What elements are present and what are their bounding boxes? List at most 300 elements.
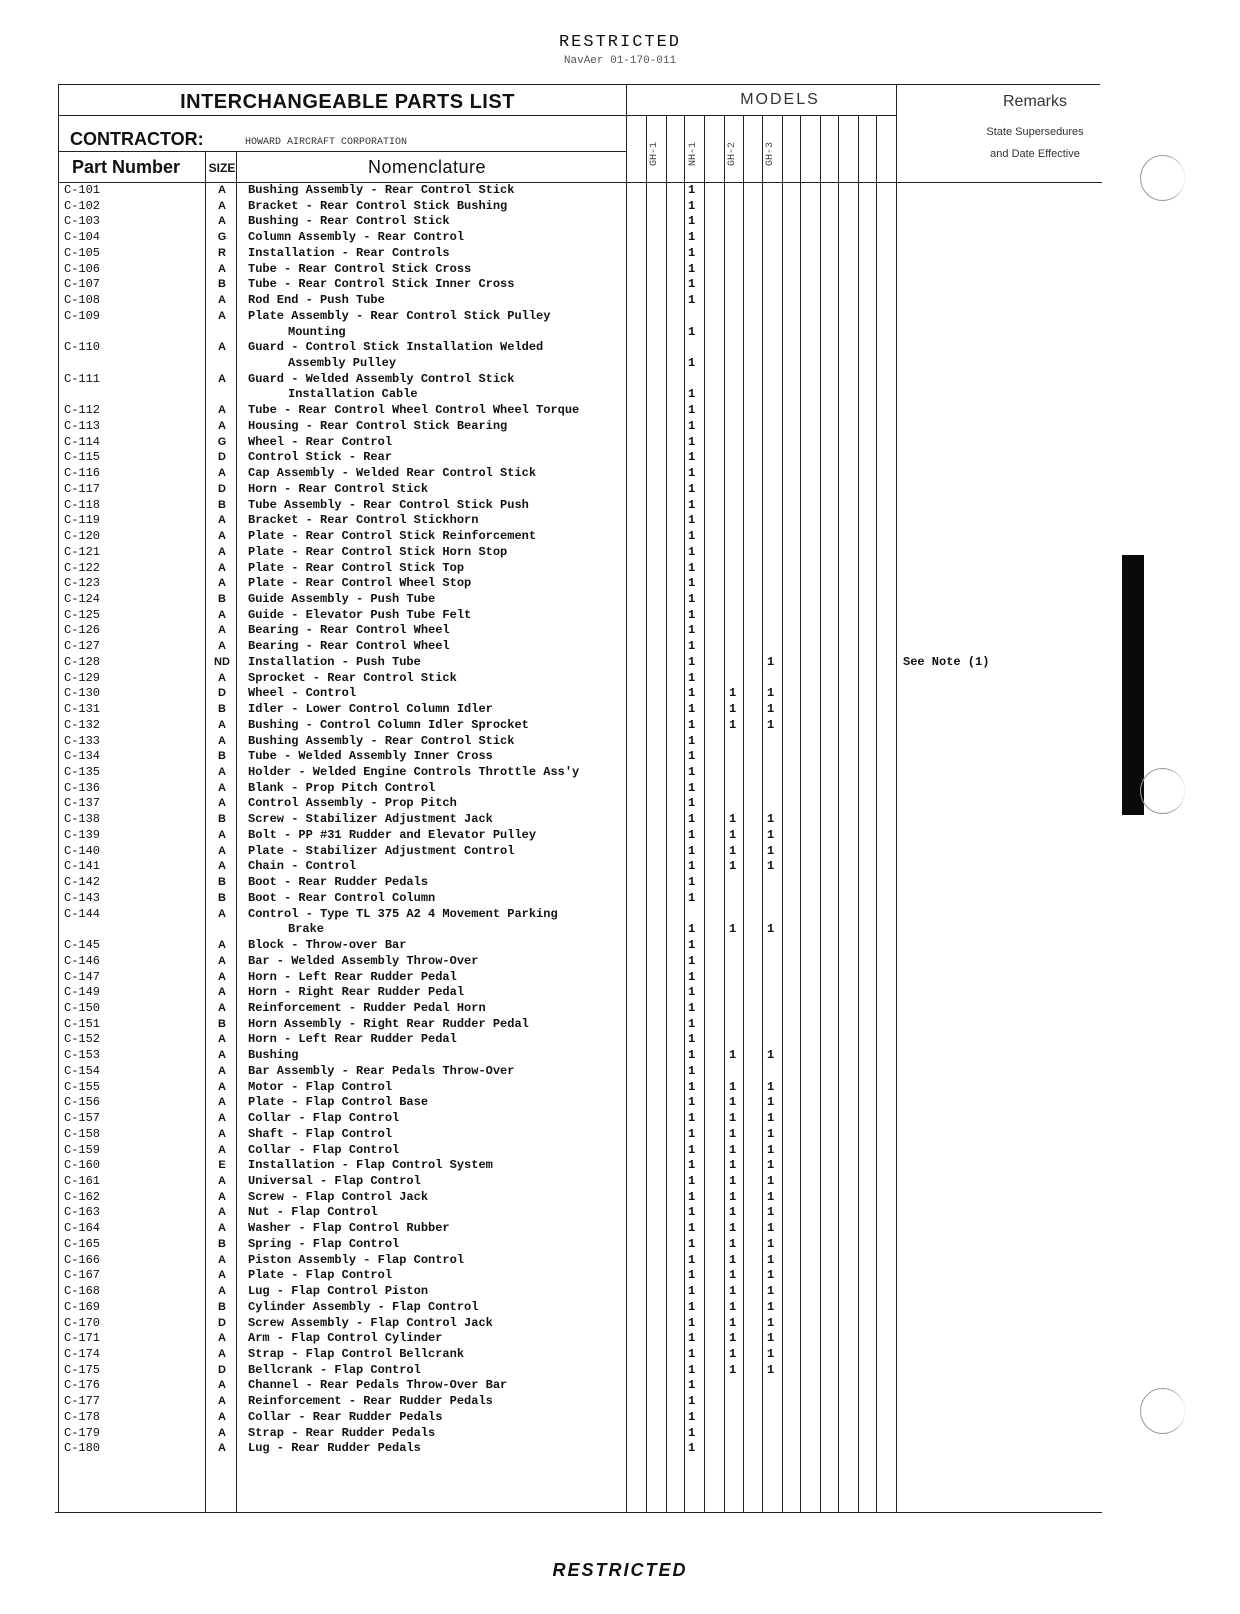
part-number-cell: C-101 — [64, 183, 101, 197]
table-row — [0, 561, 1240, 577]
model-quantity-cell: 1 — [688, 356, 696, 371]
model-quantity-cell: 1 — [767, 1284, 775, 1299]
nomenclature-cell: Horn - Left Rear Rudder Pedal — [248, 969, 457, 984]
nomenclature-cell: Lug - Rear Rudder Pedals — [248, 1441, 421, 1456]
table-title: INTERCHANGEABLE PARTS LIST — [180, 91, 515, 113]
nomenclature-cell: Column Assembly - Rear Control — [248, 230, 465, 245]
model-quantity-cell: 1 — [767, 1048, 775, 1063]
model-quantity-cell: 1 — [729, 1221, 737, 1236]
model-quantity-cell: 1 — [767, 1079, 775, 1094]
part-number-header: Part Number — [72, 157, 181, 177]
model-quantity-cell: 1 — [729, 843, 737, 858]
nomenclature-cell: Boot - Rear Control Column — [248, 890, 436, 905]
model-quantity-cell: 1 — [767, 859, 775, 874]
size-cell: A — [218, 1143, 226, 1156]
nomenclature-cell: Strap - Rear Rudder Pedals — [248, 1425, 436, 1440]
remark-cell: See Note (1) — [903, 654, 990, 669]
model-quantity-cell: 1 — [767, 1221, 775, 1236]
table-row — [0, 1331, 1240, 1347]
contractor-label: CONTRACTOR: — [70, 129, 204, 149]
model-quantity-cell: 1 — [729, 717, 737, 732]
part-number-cell: C-109 — [64, 308, 101, 323]
table-row — [0, 592, 1240, 608]
part-number-cell: C-146 — [64, 953, 101, 968]
nomenclature-cell: Screw - Stabilizer Adjustment Jack — [248, 812, 493, 827]
model-quantity-cell: 1 — [688, 670, 696, 685]
model-quantity-cell: 1 — [688, 1173, 696, 1188]
size-cell: G — [217, 231, 227, 244]
nomenclature-cell: Horn - Rear Control Stick — [248, 481, 429, 496]
table-row — [0, 1190, 1240, 1206]
size-cell: B — [218, 876, 226, 889]
size-cell: A — [218, 766, 226, 778]
size-cell: D — [218, 482, 226, 495]
model-quantity-cell: 1 — [767, 1158, 775, 1173]
nomenclature-cell: Plate - Stabilizer Adjustment Control — [248, 843, 515, 858]
model-quantity-cell: 1 — [688, 1425, 696, 1440]
model-quantity-cell: 1 — [688, 953, 696, 968]
part-number-cell: C-122 — [64, 560, 101, 575]
nomenclature-cell: Nut - Flap Control — [248, 1205, 378, 1220]
part-number-cell: C-139 — [64, 827, 101, 842]
table-row — [0, 450, 1240, 466]
size-cell: A — [218, 828, 226, 841]
model-quantity-cell: 1 — [767, 1331, 775, 1346]
size-cell: A — [218, 671, 226, 684]
column-header-rule — [58, 151, 626, 152]
size-cell: A — [218, 970, 226, 983]
model-quantity-cell: 1 — [729, 1173, 737, 1188]
model-quantity-cell: 1 — [688, 1205, 696, 1220]
size-cell: A — [218, 1112, 226, 1125]
size-cell: A — [218, 404, 226, 417]
nomenclature-cell: Sprocket - Rear Control Stick — [248, 670, 457, 685]
model-quantity-cell: 1 — [688, 623, 696, 638]
model-quantity-cell: 1 — [688, 1016, 696, 1031]
part-number-cell: C-171 — [64, 1331, 101, 1346]
nomenclature-cell: Rod End - Push Tube — [248, 293, 385, 308]
part-number-cell: C-158 — [64, 1126, 101, 1141]
part-number-cell: C-144 — [64, 906, 101, 921]
size-cell: A — [218, 215, 226, 228]
model-quantity-cell: 1 — [688, 497, 696, 512]
nomenclature-cell: Guard - Control Stick Installation Welded — [248, 340, 544, 355]
table-row — [0, 859, 1240, 875]
model-quantity-cell: 1 — [729, 812, 737, 827]
part-number-cell: C-106 — [64, 261, 101, 276]
table-row — [0, 671, 1240, 687]
size-cell: A — [218, 199, 226, 212]
nomenclature-cell: Bushing Assembly - Rear Control Stick — [248, 183, 515, 197]
size-cell: R — [218, 246, 226, 259]
size-cell: A — [218, 797, 226, 810]
table-row — [0, 985, 1240, 1001]
size-cell: A — [218, 1269, 226, 1282]
table-row — [0, 1001, 1240, 1017]
model-quantity-cell: 1 — [688, 1063, 696, 1078]
table-row — [0, 545, 1240, 561]
model-quantity-cell: 1 — [688, 245, 696, 260]
nomenclature-cell: Universal - Flap Control — [248, 1173, 421, 1188]
document-number: NavAer 01-170-011 — [563, 55, 677, 67]
model-quantity-cell: 1 — [767, 686, 775, 701]
nomenclature-cell: Bushing Assembly - Rear Control Stick — [248, 733, 515, 748]
model-quantity-cell: 1 — [688, 261, 696, 276]
nomenclature-cell: Wheel - Rear Control — [248, 434, 393, 449]
model-quantity-cell: 1 — [688, 1409, 696, 1424]
table-row — [0, 907, 1240, 938]
contractor-name: HOWARD AIRCRAFT CORPORATION — [245, 137, 408, 148]
part-number-cell: C-151 — [64, 1016, 101, 1031]
size-cell: B — [218, 813, 226, 826]
model-quantity-cell: 1 — [688, 796, 696, 811]
part-number-cell: C-154 — [64, 1063, 101, 1078]
size-cell: A — [218, 1190, 226, 1203]
model-quantity-cell: 1 — [688, 607, 696, 622]
part-number-cell: C-140 — [64, 843, 101, 858]
size-cell: A — [218, 514, 226, 527]
table-row — [0, 262, 1240, 278]
nomenclature-cell: Screw - Flap Control Jack — [248, 1189, 429, 1204]
part-number-cell: C-149 — [64, 985, 101, 1000]
model-quantity-cell: 1 — [729, 702, 737, 717]
nomenclature-cell: Tube Assembly - Rear Control Stick Push — [248, 497, 529, 512]
size-cell: A — [218, 309, 226, 322]
size-cell: A — [218, 561, 226, 574]
nomenclature-continuation-cell: Installation Cable — [288, 387, 418, 402]
part-number-cell: C-162 — [64, 1189, 101, 1204]
table-row — [0, 513, 1240, 529]
model-quantity-cell: 1 — [688, 733, 696, 748]
model-quantity-cell: 1 — [688, 1268, 696, 1283]
part-number-cell: C-175 — [64, 1362, 101, 1377]
table-row — [0, 293, 1240, 309]
table-row — [0, 1127, 1240, 1143]
model-quantity-cell: 1 — [688, 214, 696, 229]
part-number-cell: C-107 — [64, 277, 101, 292]
table-row — [0, 702, 1240, 718]
nomenclature-cell: Housing - Rear Control Stick Bearing — [248, 418, 508, 433]
size-cell: D — [218, 1316, 226, 1329]
size-cell: A — [218, 1001, 226, 1014]
nomenclature-cell: Idler - Lower Control Column Idler — [248, 702, 493, 717]
size-cell: A — [218, 907, 226, 920]
part-number-cell: C-141 — [64, 859, 101, 874]
part-number-cell: C-166 — [64, 1252, 101, 1267]
part-number-cell: C-120 — [64, 529, 101, 544]
nomenclature-cell: Installation - Flap Control System — [248, 1158, 493, 1173]
part-number-cell: C-131 — [64, 702, 101, 717]
model-quantity-cell: 1 — [767, 1095, 775, 1110]
header-restricted-label: RESTRICTED — [558, 33, 682, 52]
size-cell: A — [218, 1395, 226, 1408]
nomenclature-cell: Bushing - Rear Control Stick — [248, 214, 450, 229]
nomenclature-cell: Horn Assembly - Right Rear Rudder Pedal — [248, 1016, 529, 1031]
size-cell: B — [218, 592, 226, 605]
model-quantity-cell: 1 — [767, 1189, 775, 1204]
size-cell: A — [218, 1253, 226, 1266]
table-row — [0, 1080, 1240, 1096]
model-quantity-cell: 1 — [688, 1142, 696, 1157]
part-number-cell: C-156 — [64, 1095, 101, 1110]
table-row — [0, 1378, 1240, 1394]
model-quantity-cell: 1 — [729, 1252, 737, 1267]
size-cell: E — [218, 1159, 226, 1172]
size-cell: A — [218, 1049, 226, 1062]
model-code-header: GH-3 — [765, 141, 776, 166]
model-quantity-cell: 1 — [688, 1095, 696, 1110]
part-number-cell: C-168 — [64, 1284, 101, 1299]
table-row — [0, 812, 1240, 828]
nomenclature-cell: Wheel - Control — [248, 686, 357, 701]
table-row — [0, 1253, 1240, 1269]
nomenclature-cell: Tube - Rear Control Wheel Control Wheel Torque — [248, 403, 580, 418]
nomenclature-cell: Bushing - Control Column Idler Sprocket — [248, 717, 529, 732]
model-quantity-cell: 1 — [688, 529, 696, 544]
index-tab-mark — [1122, 555, 1144, 815]
model-quantity-cell: 1 — [688, 812, 696, 827]
model-quantity-cell: 1 — [688, 1378, 696, 1393]
nomenclature-cell: Bar - Welded Assembly Throw-Over — [248, 953, 479, 968]
model-quantity-cell: 1 — [729, 1079, 737, 1094]
model-quantity-cell: 1 — [688, 230, 696, 245]
nomenclature-cell: Strap - Flap Control Bellcrank — [248, 1347, 465, 1362]
size-cell: A — [218, 718, 226, 731]
size-cell: A — [218, 954, 226, 967]
size-cell: D — [218, 451, 226, 464]
nomenclature-cell: Guide Assembly - Push Tube — [248, 591, 436, 606]
model-quantity-cell: 1 — [767, 717, 775, 732]
table-row — [0, 655, 1240, 671]
nomenclature-cell: Control Assembly - Prop Pitch — [248, 796, 457, 811]
part-number-cell: C-143 — [64, 890, 101, 905]
nomenclature-cell: Motor - Flap Control — [248, 1079, 393, 1094]
model-quantity-cell: 1 — [729, 1362, 737, 1377]
model-quantity-cell: 1 — [729, 1236, 737, 1251]
model-quantity-cell: 1 — [688, 938, 696, 953]
size-cell: G — [217, 435, 227, 448]
model-quantity-cell: 1 — [688, 686, 696, 701]
model-quantity-cell: 1 — [688, 591, 696, 606]
part-number-cell: C-114 — [64, 434, 101, 449]
table-row — [0, 1347, 1240, 1363]
model-quantity-cell: 1 — [688, 481, 696, 496]
size-cell: A — [218, 1379, 226, 1392]
model-quantity-cell: 1 — [767, 1126, 775, 1141]
size-cell: B — [218, 1017, 226, 1030]
model-quantity-cell: 1 — [767, 1111, 775, 1126]
model-quantity-cell: 1 — [767, 1315, 775, 1330]
size-header: SIZE — [208, 161, 236, 175]
model-quantity-cell: 1 — [729, 1268, 737, 1283]
part-number-cell: C-163 — [64, 1205, 101, 1220]
nomenclature-cell: Plate - Flap Control — [248, 1268, 393, 1283]
model-quantity-cell: 1 — [688, 702, 696, 717]
model-quantity-cell: 1 — [729, 1158, 737, 1173]
model-quantity-cell: 1 — [729, 1111, 737, 1126]
table-row — [0, 309, 1240, 340]
model-quantity-cell: 1 — [729, 1315, 737, 1330]
model-quantity-cell: 1 — [688, 765, 696, 779]
model-quantity-cell: 1 — [729, 1331, 737, 1346]
size-cell: A — [218, 1096, 226, 1109]
nomenclature-header: Nomenclature — [368, 157, 487, 177]
part-number-cell: C-126 — [64, 623, 101, 638]
table-row — [0, 403, 1240, 419]
size-cell: A — [218, 608, 226, 621]
model-quantity-cell: 1 — [767, 827, 775, 842]
model-quantity-cell: 1 — [729, 1095, 737, 1110]
nomenclature-cell: Plate - Rear Control Stick Horn Stop — [248, 544, 508, 559]
size-cell: A — [218, 1442, 226, 1455]
table-row — [0, 891, 1240, 907]
part-number-cell: C-128 — [64, 654, 101, 669]
model-quantity-cell: 1 — [688, 513, 696, 528]
part-number-cell: C-110 — [64, 340, 101, 355]
part-number-cell: C-136 — [64, 780, 101, 795]
model-quantity-cell: 1 — [688, 1079, 696, 1094]
size-cell: A — [218, 530, 226, 543]
model-quantity-cell: 1 — [688, 183, 696, 197]
part-number-cell: C-102 — [64, 198, 101, 213]
model-quantity-cell: 1 — [688, 434, 696, 449]
table-row — [0, 1048, 1240, 1064]
model-quantity-cell: 1 — [729, 1205, 737, 1220]
nomenclature-cell: Plate - Rear Control Stick Top — [248, 560, 465, 575]
size-cell: B — [218, 891, 226, 904]
part-number-cell: C-127 — [64, 639, 101, 654]
part-number-cell: C-150 — [64, 1000, 101, 1015]
model-quantity-cell: 1 — [688, 466, 696, 481]
size-cell: A — [218, 1222, 226, 1235]
nomenclature-cell: Collar - Rear Rudder Pedals — [248, 1409, 443, 1424]
size-cell: A — [218, 1174, 226, 1187]
punch-hole — [1140, 1388, 1185, 1434]
model-quantity-cell: 1 — [767, 1142, 775, 1157]
table-row — [0, 1111, 1240, 1127]
remarks-subtitle: and Date Effective — [990, 148, 1080, 160]
table-row — [0, 1143, 1240, 1159]
nomenclature-cell: Bearing - Rear Control Wheel — [248, 623, 450, 638]
model-quantity-cell: 1 — [767, 1205, 775, 1220]
size-cell: A — [218, 986, 226, 999]
model-quantity-cell: 1 — [688, 1158, 696, 1173]
model-quantity-cell: 1 — [767, 1299, 775, 1314]
punch-hole — [1140, 155, 1185, 201]
size-cell: A — [218, 1410, 226, 1423]
table-row — [0, 1064, 1240, 1080]
table-row — [0, 482, 1240, 498]
model-quantity-cell: 1 — [729, 1142, 737, 1157]
size-cell: B — [218, 498, 226, 511]
size-cell: A — [218, 844, 226, 857]
nomenclature-cell: Bolt - PP #31 Rudder and Elevator Pulley — [248, 827, 537, 842]
model-quantity-cell: 1 — [729, 686, 737, 701]
part-number-cell: C-174 — [64, 1347, 101, 1362]
nomenclature-cell: Tube - Rear Control Stick Cross — [248, 261, 472, 276]
nomenclature-cell: Cylinder Assembly - Flap Control — [248, 1299, 479, 1314]
table-bottom-rule — [55, 1512, 1102, 1513]
table-row — [0, 1284, 1240, 1300]
size-cell: A — [218, 184, 226, 196]
size-cell: A — [218, 262, 226, 275]
part-number-cell: C-160 — [64, 1158, 101, 1173]
model-quantity-cell: 1 — [688, 1126, 696, 1141]
nomenclature-cell: Collar - Flap Control — [248, 1111, 400, 1126]
part-number-cell: C-112 — [64, 403, 101, 418]
model-quantity-cell: 1 — [688, 560, 696, 575]
model-quantity-cell: 1 — [729, 1048, 737, 1063]
nomenclature-cell: Plate - Rear Control Wheel Stop — [248, 576, 472, 591]
nomenclature-cell: Bellcrank - Flap Control — [248, 1362, 421, 1377]
model-quantity-cell: 1 — [729, 1299, 737, 1314]
model-quantity-cell: 1 — [767, 1347, 775, 1362]
punch-hole — [1140, 768, 1185, 814]
model-quantity-cell: 1 — [688, 890, 696, 905]
size-cell: A — [218, 734, 226, 747]
table-row — [0, 1032, 1240, 1048]
part-number-cell: C-103 — [64, 214, 101, 229]
size-cell: A — [218, 1426, 226, 1439]
part-number-cell: C-135 — [64, 765, 101, 779]
table-row — [0, 875, 1240, 891]
table-row — [0, 183, 1240, 199]
model-code-header: NH-1 — [688, 141, 699, 166]
nomenclature-cell: Collar - Flap Control — [248, 1142, 400, 1157]
model-quantity-cell: 1 — [767, 1252, 775, 1267]
table-row — [0, 1441, 1240, 1457]
size-cell: A — [218, 1332, 226, 1345]
model-quantity-cell: 1 — [688, 544, 696, 559]
table-row — [0, 498, 1240, 514]
table-row — [0, 781, 1240, 797]
part-number-cell: C-132 — [64, 717, 101, 732]
part-number-cell: C-167 — [64, 1268, 101, 1283]
nomenclature-cell: Boot - Rear Rudder Pedals — [248, 875, 429, 890]
part-number-cell: C-117 — [64, 481, 101, 496]
part-number-cell: C-118 — [64, 497, 101, 512]
nomenclature-cell: Horn - Left Rear Rudder Pedal — [248, 1032, 457, 1047]
part-number-cell: C-104 — [64, 230, 101, 245]
model-quantity-cell: 1 — [688, 293, 696, 308]
size-cell: B — [218, 703, 226, 716]
nomenclature-cell: Installation - Rear Controls — [248, 245, 450, 260]
nomenclature-cell: Channel - Rear Pedals Throw-Over Bar — [248, 1378, 508, 1393]
model-quantity-cell: 1 — [729, 1284, 737, 1299]
model-code-header: GH-1 — [649, 141, 660, 166]
part-number-cell: C-119 — [64, 513, 101, 528]
table-row — [0, 1095, 1240, 1111]
part-number-cell: C-155 — [64, 1079, 101, 1094]
part-number-cell: C-115 — [64, 450, 101, 465]
size-cell: A — [218, 624, 226, 637]
part-number-cell: C-159 — [64, 1142, 101, 1157]
part-number-cell: C-108 — [64, 293, 101, 308]
model-quantity-cell: 1 — [767, 702, 775, 717]
size-cell: A — [218, 939, 226, 952]
size-cell: B — [218, 1300, 226, 1313]
model-quantity-cell: 1 — [688, 749, 696, 764]
model-quantity-cell: 1 — [688, 1048, 696, 1063]
part-number-cell: C-161 — [64, 1173, 101, 1188]
model-quantity-cell: 1 — [688, 827, 696, 842]
model-quantity-cell: 1 — [729, 827, 737, 842]
table-row — [0, 372, 1240, 403]
table-row — [0, 340, 1240, 371]
size-cell: D — [218, 687, 226, 700]
contractor-rule — [58, 115, 896, 116]
nomenclature-cell: Bracket - Rear Control Stick Bushing — [248, 198, 508, 213]
